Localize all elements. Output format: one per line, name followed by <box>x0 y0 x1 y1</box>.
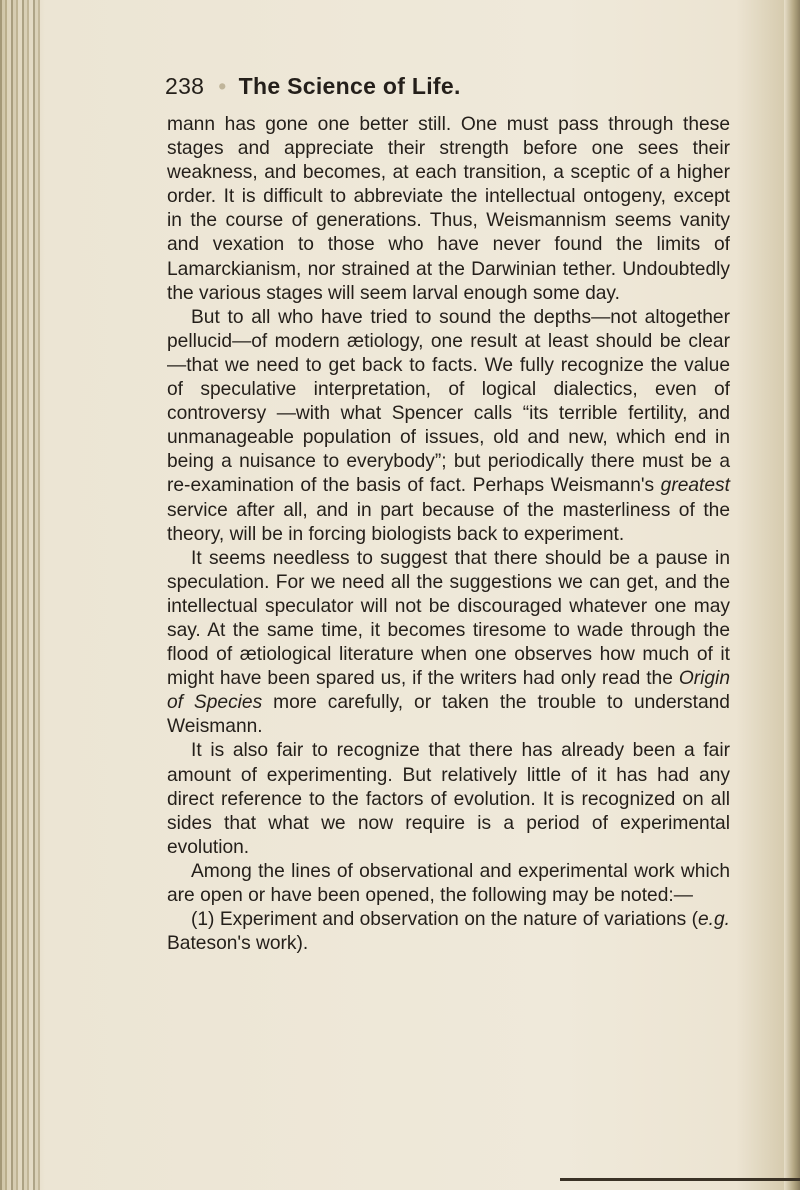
paragraph-text: It is also fair to recognize that there has already been a fair amount of experimenting. But relatively little of it has had any direct reference to the factors of evolution. It is recognized on all sides that what we now require is a period of experimental evolution. <box>167 740 730 858</box>
book-title-italic: Origin of Species <box>167 668 730 714</box>
paragraph-3 <box>167 547 730 740</box>
paragraph-text: But to all who have tried to sound the depths—not altogether pellucid—of modern ætiology, one result at least should be clear—that we need to get back to facts. We fully recognize the value of speculative interpretation, of logical dialectics, even of controversy —with what Spencer calls “its terrible fertility, and unmanageable population of issues, old and new, which end in being a nuisance to everybody”; but periodically there must be a re-examination of the basis of fact. Perhaps Weismann's <box>167 306 730 497</box>
paragraph-4 <box>167 739 730 859</box>
paragraph-text: It seems needless to suggest that there should be a pause in speculation. For we need all the suggestions we can get, and the intellectual speculator will not be discouraged whatever one may say. At the same time, it becomes tiresome to wade through the flood of ætiological literature when one observes how much of it might have been spared us, if the writers had only read the <box>167 547 730 690</box>
paragraph-text: Bateson's work). <box>167 933 309 955</box>
book-binding-shadow <box>0 0 40 1190</box>
running-head <box>165 70 765 102</box>
italic-emphasis: greatest <box>660 475 730 497</box>
paragraph-1 <box>167 113 730 306</box>
paragraph-text: more carefully, or taken the trouble to understand Weismann. <box>167 692 730 738</box>
header-dot: • <box>218 73 227 99</box>
paragraph-text: Among the lines of observational and experimental work which are open or have been opened, the following may be noted:— <box>167 860 730 906</box>
bottom-rule <box>560 1178 800 1181</box>
paragraph-2 <box>167 306 730 547</box>
paragraph-text: (1) Experiment and observation on the nature of variations ( <box>191 909 698 931</box>
paragraph-text: service after all, and in part because of the masterliness of the theory, will be in forcing biologists back to experiment. <box>167 499 730 545</box>
running-title: The Science of Life. <box>238 73 461 99</box>
body-text <box>167 113 730 956</box>
paragraph-5 <box>167 860 730 908</box>
paragraph-6 <box>167 908 730 956</box>
italic-abbreviation: e.g. <box>697 909 730 931</box>
page-edge <box>784 0 800 1190</box>
page-number: 238 <box>165 73 205 99</box>
paragraph-text: mann has gone one better still. One must pass through these stages and appreciate their strength before one sees their weakness, and becomes, at each transition, a sceptic of a higher order. It is difficult to abbreviate the intellectual ontogeny, except in the course of generations. Thus, Weismannism seems vanity and vexation to those who have never found the limits of Lamarckianism, nor strained at the Darwinian tether. Undoubtedly the various stages will seem larval enough some day. <box>167 114 730 304</box>
